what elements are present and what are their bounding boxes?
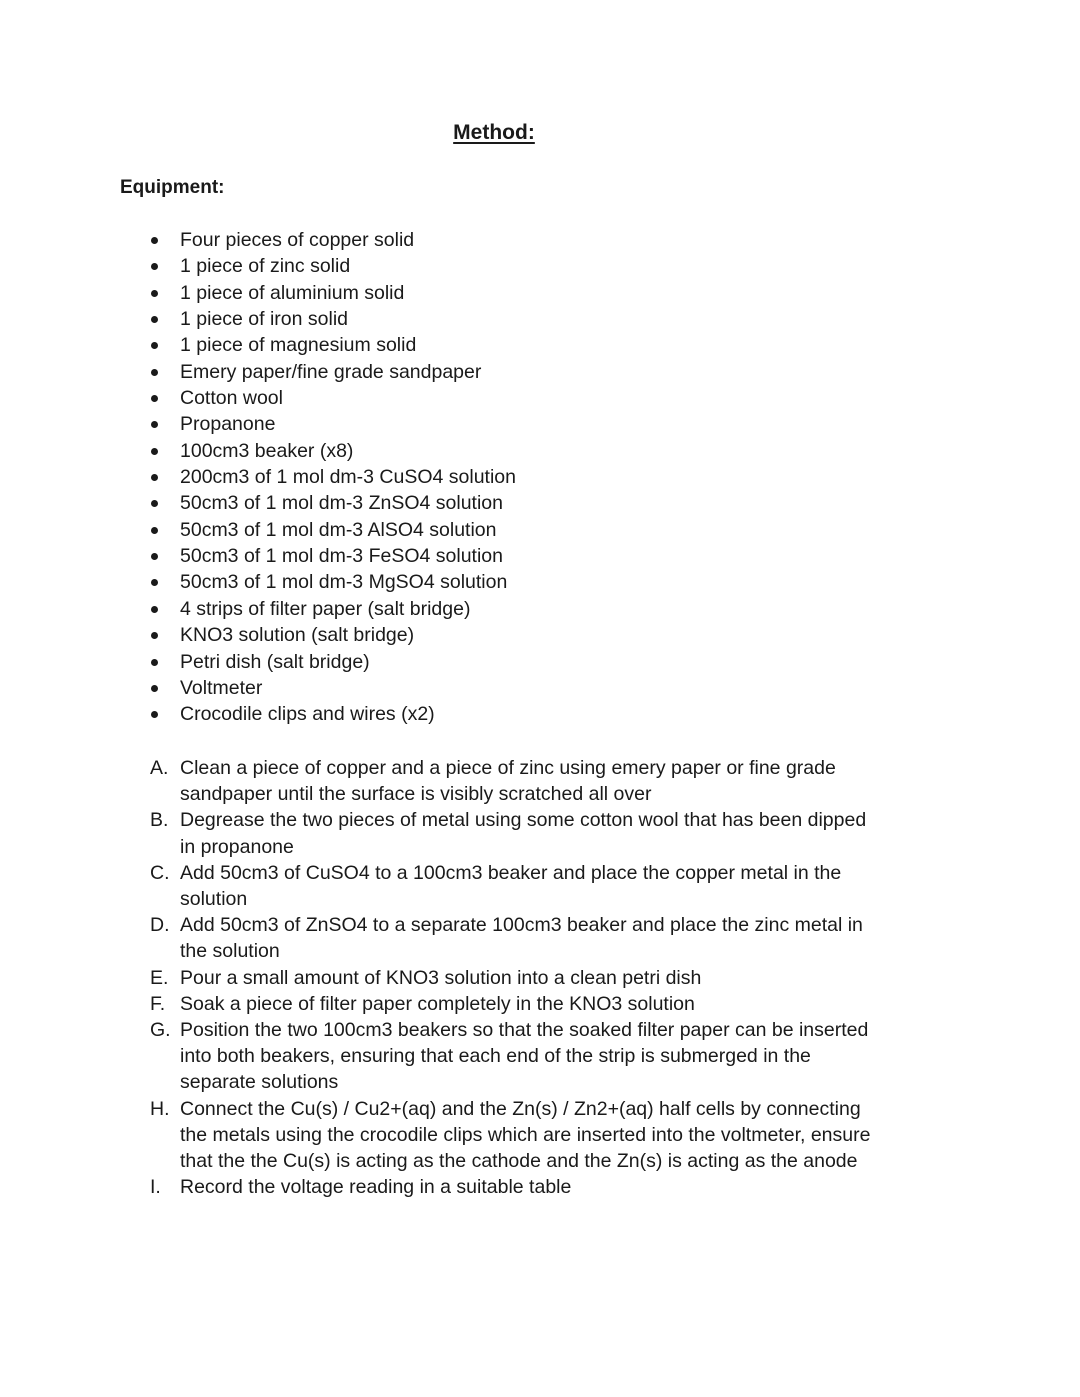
list-item (0, 543, 516, 569)
list-item-text: 1 piece of aluminium solid (180, 281, 405, 304)
step-marker: G. (150, 1019, 171, 1042)
step-text: Position the two 100cm3 beakers so that the soaked filter paper can be inserted into both beakers, ensuring that each end of the strip is submerged in the separate solutions (180, 1019, 869, 1094)
bullet-icon (151, 290, 158, 297)
method-step (0, 1174, 880, 1200)
bullet-icon (151, 316, 158, 323)
list-item-text: 50cm3 of 1 mol dm-3 MgSO4 solution (180, 571, 508, 594)
list-item (0, 517, 516, 543)
list-item-text: 1 piece of iron solid (180, 308, 349, 331)
bullet-icon (151, 474, 158, 481)
method-step (0, 1096, 880, 1175)
bullet-icon (151, 685, 158, 692)
step-text: Soak a piece of filter paper completely in the KNO3 solution (180, 992, 695, 1015)
list-item-text: KNO3 solution (salt bridge) (180, 624, 415, 647)
step-text: Degrease the two pieces of metal using some cotton wool that has been dipped in propanone (180, 809, 867, 858)
method-step (0, 1017, 880, 1096)
step-marker: D. (150, 914, 170, 937)
list-item (0, 649, 516, 675)
list-item-text: 50cm3 of 1 mol dm-3 ZnSO4 solution (180, 492, 503, 515)
method-step (0, 860, 880, 912)
step-text: Connect the Cu(s) / Cu2+(aq) and the Zn(s) / Zn2+(aq) half cells by connecting the metals using the crocodile clips which are inserted into the voltmeter, ensure that the the Cu(s) is acting as the cathode and the Zn(s) is acting as the anode (180, 1097, 871, 1173)
list-item (0, 227, 516, 253)
step-text: Clean a piece of copper and a piece of zinc using emery paper or fine grade sandpaper until the surface is visibly scratched all over (180, 757, 836, 806)
method-step (0, 991, 880, 1017)
list-item-text: Propanone (180, 413, 276, 436)
method-step (0, 965, 880, 991)
step-text: Add 50cm3 of CuSO4 to a 100cm3 beaker and place the copper metal in the solution (180, 861, 842, 911)
list-item-text: 100cm3 beaker (x8) (180, 439, 354, 462)
list-item-text: Voltmeter (180, 676, 263, 699)
bullet-icon (151, 579, 158, 586)
bullet-icon (151, 421, 158, 428)
method-step (0, 755, 880, 807)
bullet-icon (151, 369, 158, 376)
bullet-icon (151, 659, 158, 666)
list-item (0, 701, 516, 727)
bullet-icon (151, 342, 158, 349)
list-item (0, 596, 516, 622)
list-item-text: 4 strips of filter paper (salt bridge) (180, 597, 471, 620)
list-item (0, 622, 516, 648)
list-item (0, 385, 516, 411)
list-item-text: 50cm3 of 1 mol dm-3 AlSO4 solution (180, 518, 497, 541)
list-item-text: 200cm3 of 1 mol dm-3 CuSO4 solution (180, 466, 516, 489)
list-item-text: 1 piece of magnesium solid (180, 334, 417, 357)
step-marker: I. (150, 1176, 161, 1199)
step-marker: E. (150, 966, 169, 989)
list-item-text: Four pieces of copper solid (180, 229, 415, 251)
bullet-icon (151, 527, 158, 534)
step-marker: A. (150, 757, 169, 779)
list-item (0, 253, 516, 279)
list-item (0, 306, 516, 332)
bullet-icon (151, 553, 158, 560)
step-marker: B. (150, 809, 169, 832)
list-item (0, 569, 516, 595)
bullet-icon (151, 448, 158, 455)
list-item-text: Emery paper/fine grade sandpaper (180, 360, 482, 383)
bullet-icon (151, 237, 158, 244)
method-steps-list (0, 755, 880, 1200)
step-text: Add 50cm3 of ZnSO4 to a separate 100cm3 beaker and place the zinc metal in the solution (180, 914, 863, 963)
bullet-icon (151, 500, 158, 507)
list-item (0, 359, 516, 385)
list-item (0, 332, 516, 358)
equipment-list (0, 227, 516, 728)
list-item (0, 490, 516, 516)
bullet-icon (151, 395, 158, 402)
list-item-text: Cotton wool (180, 387, 283, 410)
bullet-icon (151, 632, 158, 639)
step-marker: H. (150, 1097, 170, 1120)
step-text: Pour a small amount of KNO3 solution into a clean petri dish (180, 966, 702, 989)
list-item-text: Petri dish (salt bridge) (180, 650, 370, 673)
page-title: Method: (453, 121, 535, 144)
list-item (0, 280, 516, 306)
list-item-text: 1 piece of zinc solid (180, 255, 351, 278)
step-marker: C. (150, 861, 170, 884)
bullet-icon (151, 263, 158, 270)
list-item (0, 438, 516, 464)
step-text: Record the voltage reading in a suitable table (180, 1176, 572, 1199)
method-step (0, 912, 880, 964)
list-item (0, 675, 516, 701)
step-marker: F. (150, 992, 166, 1015)
bullet-icon (151, 606, 158, 613)
equipment-heading: Equipment: (120, 177, 225, 198)
bullet-icon (151, 711, 158, 718)
list-item (0, 411, 516, 437)
list-item-text: 50cm3 of 1 mol dm-3 FeSO4 solution (180, 545, 503, 568)
list-item-text: Crocodile clips and wires (x2) (180, 703, 435, 726)
method-step (0, 807, 880, 859)
list-item (0, 464, 516, 490)
